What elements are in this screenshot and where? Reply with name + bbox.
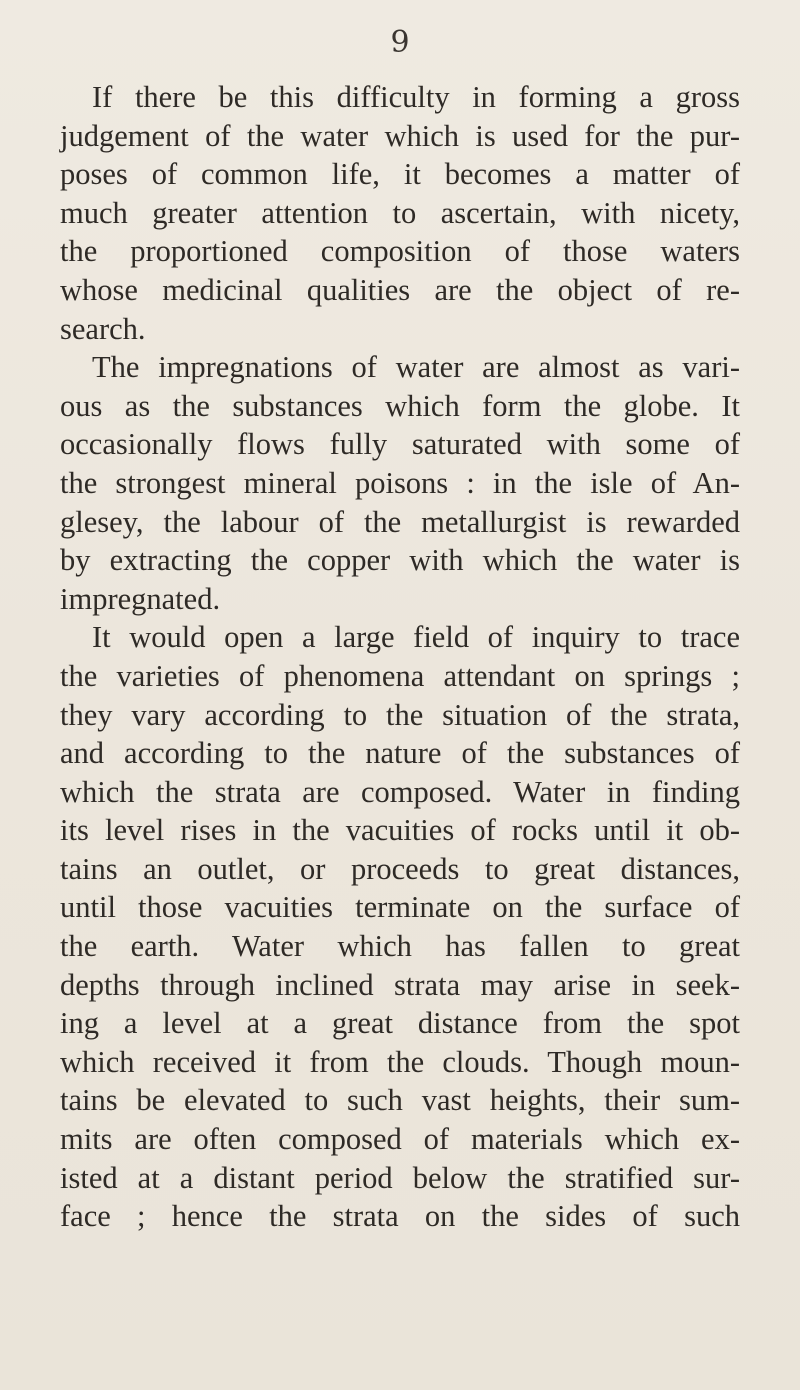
text-line: tains be elevated to such vast heights, their sum- <box>60 1083 740 1118</box>
text-line: mits are often composed of materials which ex- <box>60 1122 740 1157</box>
text-line: face ; hence the strata on the sides of such <box>60 1199 740 1234</box>
text-line: they vary according to the situation of the strata, <box>60 697 740 732</box>
text-line: tains an outlet, or proceeds to great distances, <box>60 851 740 886</box>
text-line: which the strata are composed. Water in finding <box>60 774 740 809</box>
text-line: by extracting the copper with which the water is <box>60 543 740 578</box>
text-line: and according to the nature of the substances of <box>60 736 740 771</box>
text-line: the strongest mineral poisons : in the isle of An- <box>60 465 740 500</box>
text-line: the varieties of phenomena attendant on springs ; <box>60 658 740 693</box>
body-text <box>60 78 740 1236</box>
text-line: If there be this difficulty in forming a gross <box>92 80 740 114</box>
text-line: glesey, the labour of the metallurgist is rewarded <box>60 504 740 539</box>
text-line: poses of common life, it becomes a matter of <box>60 157 740 192</box>
text-line: It would open a large field of inquiry to trace <box>92 620 740 655</box>
text-line: The impregnations of water are almost as vari- <box>92 350 740 385</box>
text-line: ing a level at a great distance from the spot <box>60 1006 740 1041</box>
text-line: judgement of the water which is used for the pur- <box>60 118 740 153</box>
text-line: much greater attention to ascertain, with nicety, <box>60 195 740 230</box>
text-line: search. <box>60 311 146 346</box>
text-line: its level rises in the vacuities of rocks until it ob- <box>60 813 740 848</box>
text-line: depths through inclined strata may arise in seek- <box>60 967 740 1002</box>
text-line: ous as the substances which form the globe. It <box>60 388 740 423</box>
text-line: impregnated. <box>60 581 221 616</box>
text-line: until those vacuities terminate on the surface of <box>60 890 740 925</box>
text-line: which received it from the clouds. Though moun- <box>60 1044 740 1079</box>
page-number: 9 <box>390 25 410 60</box>
text-line: whose medicinal qualities are the object of re- <box>60 272 740 307</box>
text-line: the earth. Water which has fallen to great <box>60 929 740 964</box>
text-line: isted at a distant period below the stratified sur- <box>60 1160 740 1195</box>
text-line: occasionally flows fully saturated with some of <box>60 427 740 462</box>
text-line: the proportioned composition of those waters <box>60 234 740 269</box>
